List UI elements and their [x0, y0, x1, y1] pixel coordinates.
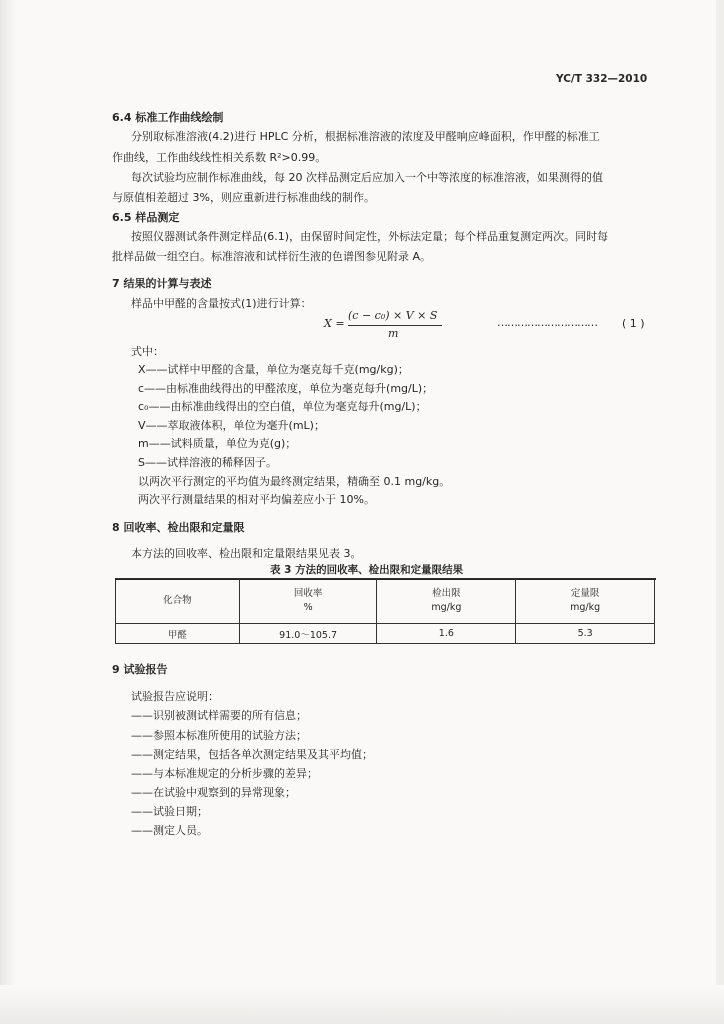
s9-intro: 试验报告应说明：	[131, 690, 219, 703]
where-label: 式中：	[131, 345, 164, 358]
section-7-title: 7 结果的计算与表述	[112, 277, 212, 290]
header-lod: 检出限 mg/kg	[377, 579, 516, 624]
table-header-row	[116, 579, 655, 624]
header-recovery: 回收率 %	[239, 579, 377, 624]
cell-lod: 1.6	[377, 624, 516, 644]
report-item: ——与本标准规定的分析步骤的差异；	[131, 767, 318, 780]
section-6-4-title: 6.4 标准工作曲线绘制	[112, 111, 224, 124]
cell-recovery: 91.0～105.7	[239, 624, 377, 644]
table-3-caption: 表 3 方法的回收率、检出限和定量限结果	[270, 564, 464, 576]
page-shadow-left	[0, 0, 16, 1024]
page-shadow-right	[716, 0, 724, 1024]
cell-compound: 甲醛	[116, 624, 240, 644]
report-item: ——参照本标准所使用的试验方法；	[131, 729, 307, 742]
report-item: ——测定结果，包括各单次测定结果及其平均值；	[131, 748, 373, 761]
var-x: X——试样中甲醛的含量，单位为毫克每千克(mg/kg)；	[138, 363, 409, 376]
results-table	[115, 578, 655, 644]
s8-intro: 本方法的回收率、检出限和定量限结果见表 3。	[131, 547, 362, 560]
formula-leader: …………………………	[497, 316, 597, 329]
formula-lhs: X =	[324, 317, 345, 330]
header-loq: 定量限 mg/kg	[516, 579, 655, 624]
table-row	[116, 624, 655, 644]
report-item: ——在试验中观察到的异常现象；	[131, 786, 296, 799]
var-c0: c₀——由标准曲线得出的空白值，单位为毫克每升(mg/L)；	[138, 400, 427, 413]
fraction-bar	[348, 325, 442, 326]
deviation-note: 两次平行测量结果的相对平均偏差应小于 10%。	[138, 493, 375, 506]
var-m: m——试料质量，单位为克(g)；	[138, 437, 297, 450]
s6-5-line2: 批样品做一组空白。标准溶液和试样衍生液的色谱图参见附录 A。	[112, 250, 432, 263]
var-v: V——萃取液体积，单位为毫升(mL)；	[138, 419, 325, 432]
report-item: ——试验日期；	[131, 805, 208, 818]
formula-fraction	[348, 309, 442, 345]
section-9-title: 9 试验报告	[112, 663, 168, 676]
cell-loq: 5.3	[516, 624, 655, 644]
standard-number: YC/T 332—2010	[556, 73, 648, 85]
formula-denominator: m	[388, 327, 399, 340]
s6-4-p2-line2: 与原值相差超过 3%，则应重新进行标准曲线的制作。	[112, 191, 375, 204]
page-shadow-bottom	[0, 985, 724, 1024]
formula-numerator: (c − c₀) × V × S	[348, 309, 438, 322]
s7-intro: 样品中甲醛的含量按式(1)进行计算：	[131, 297, 312, 310]
section-8-title: 8 回收率、检出限和定量限	[112, 521, 245, 534]
report-item: ——识别被测试样需要的所有信息；	[131, 709, 307, 722]
var-s: S——试样溶液的稀释因子。	[138, 456, 277, 469]
formula-number: ( 1 )	[622, 317, 645, 330]
result-precision-note: 以两次平行测定的平均值为最终测定结果，精确至 0.1 mg/kg。	[138, 475, 451, 488]
report-item: ——测定人员。	[131, 824, 208, 837]
s6-4-p1-line2: 作曲线，工作曲线线性相关系数 R²>0.99。	[112, 151, 327, 164]
s6-5-line1: 按照仪器测试条件测定样品(6.1)，由保留时间定性，外标法定量；每个样品重复测定两次。同时每	[131, 230, 609, 243]
s6-4-p1-line1: 分别取标准溶液(4.2)进行 HPLC 分析，根据标准溶液的浓度及甲醛响应峰面积，作甲醛的标准工	[131, 130, 600, 143]
var-c: c——由标准曲线得出的甲醛浓度，单位为毫克每升(mg/L)；	[138, 382, 434, 395]
s6-4-p2-line1: 每次试验均应制作标准曲线，每 20 次样品测定后应加入一个中等浓度的标准溶液，如果测得的值	[131, 171, 603, 184]
header-compound: 化合物	[116, 579, 240, 624]
section-6-5-title: 6.5 样品测定	[112, 211, 180, 224]
